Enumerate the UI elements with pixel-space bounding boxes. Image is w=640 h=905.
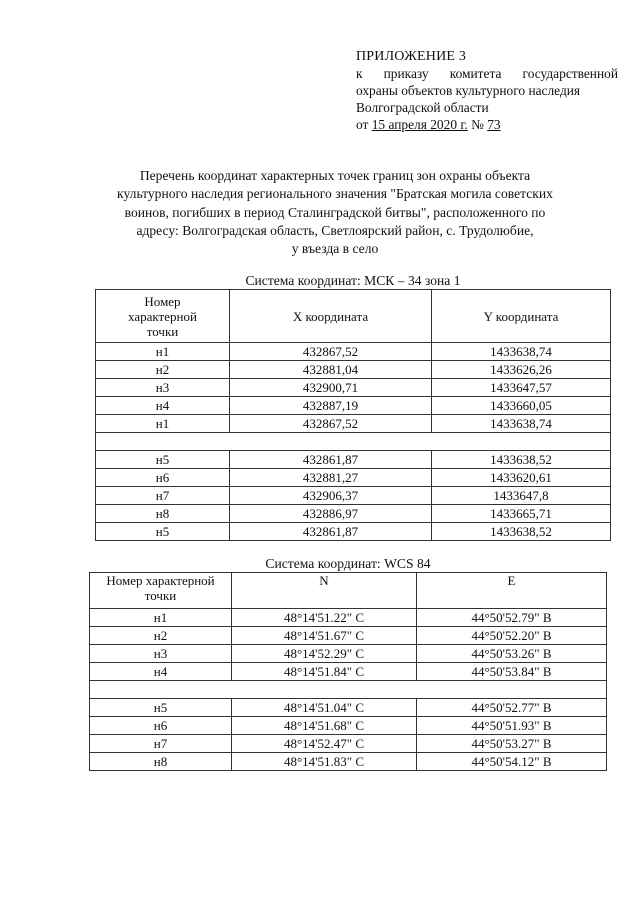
point-cell: н5 <box>90 699 232 717</box>
n-cell: 48°14'52.29" С <box>232 645 417 663</box>
table-row <box>96 343 611 361</box>
e-cell: 44°50'51.93" В <box>417 717 607 735</box>
point-cell: н6 <box>90 717 232 735</box>
x-cell: 432886,97 <box>230 505 432 523</box>
y-cell: 1433620,61 <box>432 469 611 487</box>
point-cell: н1 <box>96 415 230 433</box>
y-cell: 1433647,8 <box>432 487 611 505</box>
y-cell: 1433660,05 <box>432 397 611 415</box>
group-separator-row <box>96 433 611 451</box>
document-heading <box>80 167 590 258</box>
y-cell: 1433665,71 <box>432 505 611 523</box>
y-cell: 1433647,57 <box>432 379 611 397</box>
x-cell: 432867,52 <box>230 415 432 433</box>
table2-caption: Система координат: WCS 84 <box>265 556 431 571</box>
point-cell: н5 <box>96 451 230 469</box>
table-row <box>96 397 611 415</box>
e-cell: 44°50'53.27" В <box>417 735 607 753</box>
table-row <box>96 379 611 397</box>
order-number: 73 <box>487 117 501 132</box>
x-cell: 432887,19 <box>230 397 432 415</box>
appendix-title: ПРИЛОЖЕНИЕ 3 <box>356 49 467 64</box>
e-cell: 44°50'54.12" В <box>417 753 607 771</box>
table-row <box>96 523 611 541</box>
x-cell: 432867,52 <box>230 343 432 361</box>
column-header-y: Y координата <box>432 290 611 343</box>
point-cell: н8 <box>90 753 232 771</box>
e-cell: 44°50'52.20" В <box>417 627 607 645</box>
wcs84-coordinates-table <box>89 572 607 771</box>
point-cell: н2 <box>96 361 230 379</box>
table-row <box>90 699 607 717</box>
order-date: 15 апреля 2020 г. <box>371 117 468 132</box>
column-header-point: Номер характерной точки <box>96 290 230 343</box>
table-row <box>96 487 611 505</box>
column-header-point: Номер характерной точки <box>90 573 232 609</box>
column-header-n: N <box>232 573 417 609</box>
table-row <box>96 415 611 433</box>
table-row <box>96 505 611 523</box>
heading-line: воинов, погибших в период Сталинградской битвы", расположенного по <box>124 204 546 220</box>
table-row <box>90 645 607 663</box>
y-cell: 1433638,52 <box>432 451 611 469</box>
table-row <box>90 663 607 681</box>
heading-line: адресу: Волгоградская область, Светлоярский район, с. Трудолюбие, <box>136 222 534 238</box>
msk34-coordinates-table <box>95 289 611 541</box>
number-prefix: № <box>471 117 484 132</box>
table-row <box>90 717 607 735</box>
table-row <box>96 361 611 379</box>
point-cell: н3 <box>90 645 232 663</box>
x-cell: 432906,37 <box>230 487 432 505</box>
n-cell: 48°14'51.04" С <box>232 699 417 717</box>
x-cell: 432861,87 <box>230 523 432 541</box>
n-cell: 48°14'51.67" С <box>232 627 417 645</box>
n-cell: 48°14'51.68" С <box>232 717 417 735</box>
n-cell: 48°14'51.84" С <box>232 663 417 681</box>
heading-line: Перечень координат характерных точек границ зон охраны объекта <box>139 168 531 183</box>
n-cell: 48°14'51.22" С <box>232 609 417 627</box>
group-separator-row <box>90 681 607 699</box>
point-cell: н8 <box>96 505 230 523</box>
n-cell: 48°14'52.47" С <box>232 735 417 753</box>
point-cell: н4 <box>96 397 230 415</box>
x-cell: 432861,87 <box>230 451 432 469</box>
appendix-committee-line: охраны объектов культурного наследия <box>356 83 581 98</box>
point-cell: н7 <box>96 487 230 505</box>
table-row <box>96 469 611 487</box>
point-cell: н5 <box>96 523 230 541</box>
table1-caption: Система координат: МСК – 34 зона 1 <box>245 273 461 288</box>
point-cell: н7 <box>90 735 232 753</box>
appendix-header <box>356 48 618 133</box>
e-cell: 44°50'52.77" В <box>417 699 607 717</box>
e-cell: 44°50'53.84" В <box>417 663 607 681</box>
point-cell: н3 <box>96 379 230 397</box>
column-header-x: X координата <box>230 290 432 343</box>
heading-line: у въезда в село <box>291 241 379 257</box>
point-cell: н1 <box>96 343 230 361</box>
separator-cell <box>90 681 607 699</box>
y-cell: 1433626,26 <box>432 361 611 379</box>
x-cell: 432900,71 <box>230 379 432 397</box>
y-cell: 1433638,74 <box>432 415 611 433</box>
point-cell: н1 <box>90 609 232 627</box>
y-cell: 1433638,52 <box>432 523 611 541</box>
appendix-region-line: Волгоградской области <box>356 100 489 115</box>
table-row <box>90 735 607 753</box>
n-cell: 48°14'51.83" С <box>232 753 417 771</box>
heading-line: культурного наследия регионального значения "Братская могила советских <box>117 186 553 202</box>
point-cell: н2 <box>90 627 232 645</box>
table-row <box>90 627 607 645</box>
column-header-e: E <box>417 573 607 609</box>
point-cell: н4 <box>90 663 232 681</box>
appendix-date-line <box>356 116 618 133</box>
separator-cell <box>96 433 611 451</box>
x-cell: 432881,04 <box>230 361 432 379</box>
appendix-order-line: к приказу комитета государственной <box>356 66 618 81</box>
date-prefix: от <box>356 117 369 132</box>
table-row <box>96 451 611 469</box>
table-row <box>90 609 607 627</box>
e-cell: 44°50'53.26" В <box>417 645 607 663</box>
y-cell: 1433638,74 <box>432 343 611 361</box>
table-row <box>90 753 607 771</box>
e-cell: 44°50'52.79" В <box>417 609 607 627</box>
point-cell: н6 <box>96 469 230 487</box>
x-cell: 432881,27 <box>230 469 432 487</box>
